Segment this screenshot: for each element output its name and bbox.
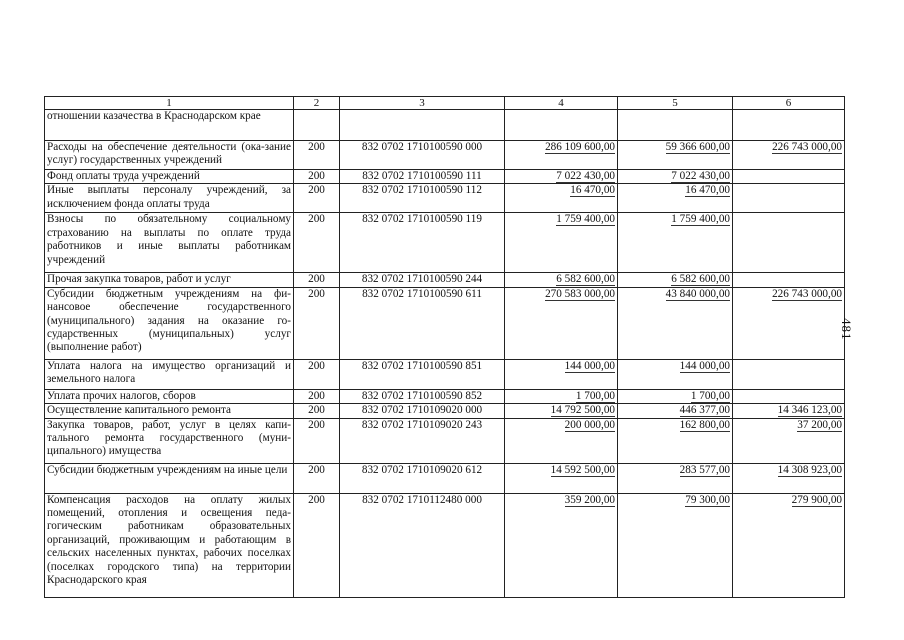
row-name: Фонд оплаты труда учреждений (45, 170, 294, 184)
row-code: 200 (294, 213, 340, 273)
row-value-4: 16 470,00 (505, 184, 618, 213)
row-code: 200 (294, 463, 340, 493)
row-name: Уплата прочих налогов, сборов (45, 389, 294, 403)
row-name: Иные выплаты персоналу учреждений, за исключением фонда оплаты труда (45, 184, 294, 213)
row-value-5: 59 366 600,00 (618, 141, 733, 170)
row-value-4: 200 000,00 (505, 418, 618, 463)
table-row (45, 141, 845, 170)
table-row (45, 287, 845, 359)
row-value-4 (505, 110, 618, 141)
row-code: 200 (294, 141, 340, 170)
table-row (45, 493, 845, 597)
row-value-5: 283 577,00 (618, 463, 733, 493)
row-value-5: 43 840 000,00 (618, 287, 733, 359)
column-header: 5 (618, 97, 733, 110)
row-kbk: 832 0702 1710109020 000 (340, 404, 505, 418)
row-code: 200 (294, 418, 340, 463)
table-row (45, 389, 845, 403)
budget-table (44, 96, 845, 598)
row-kbk: 832 0702 1710100590 611 (340, 287, 505, 359)
column-header: 4 (505, 97, 618, 110)
row-name: Уплата налога на имущество организаций и земельного налога (45, 359, 294, 389)
table-row (45, 273, 845, 287)
row-value-5: 79 300,00 (618, 493, 733, 597)
row-kbk: 832 0702 1710100590 000 (340, 141, 505, 170)
row-name: Закупка товаров, работ, услуг в целях капи-тального ремонта государственного (муни-ципального) имущества (45, 418, 294, 463)
row-value-5: 7 022 430,00 (618, 170, 733, 184)
row-value-5: 1 759 400,00 (618, 213, 733, 273)
row-kbk: 832 0702 1710100590 851 (340, 359, 505, 389)
row-value-4: 286 109 600,00 (505, 141, 618, 170)
row-value-5: 162 800,00 (618, 418, 733, 463)
table-row (45, 213, 845, 273)
row-name: Расходы на обеспечение деятельности (ока-зание услуг) государственных учреждений (45, 141, 294, 170)
row-value-5: 1 700,00 (618, 389, 733, 403)
table-row (45, 418, 845, 463)
row-value-6: 14 308 923,00 (733, 463, 845, 493)
table-row (45, 359, 845, 389)
row-value-6 (733, 213, 845, 273)
row-value-4: 144 000,00 (505, 359, 618, 389)
row-code: 200 (294, 170, 340, 184)
table-row (45, 184, 845, 213)
row-value-4: 1 759 400,00 (505, 213, 618, 273)
row-value-6 (733, 359, 845, 389)
row-kbk: 832 0702 1710100590 119 (340, 213, 505, 273)
row-value-6 (733, 184, 845, 213)
row-value-6: 37 200,00 (733, 418, 845, 463)
row-kbk: 832 0702 1710100590 852 (340, 389, 505, 403)
row-name: Компенсация расходов на оплату жилых помещений, отопления и освещения педа-гогическим работникам образовательных организаций, проживающим и работающим в сельских населенных пунктах, рабочих поселках (поселках городского типа) на территории Краснодарского края (45, 493, 294, 597)
row-code: 200 (294, 273, 340, 287)
row-value-6: 279 900,00 (733, 493, 845, 597)
row-kbk: 832 0702 1710109020 243 (340, 418, 505, 463)
row-kbk: 832 0702 1710100590 111 (340, 170, 505, 184)
row-value-6 (733, 389, 845, 403)
row-value-6: 226 743 000,00 (733, 287, 845, 359)
column-number-row (45, 97, 845, 110)
row-name: Субсидии бюджетным учреждениям на иные цели (45, 463, 294, 493)
row-kbk: 832 0702 1710100590 112 (340, 184, 505, 213)
row-value-5: 144 000,00 (618, 359, 733, 389)
row-value-4: 1 700,00 (505, 389, 618, 403)
table-row (45, 110, 845, 141)
row-kbk (340, 110, 505, 141)
row-code: 200 (294, 389, 340, 403)
column-header: 3 (340, 97, 505, 110)
row-code: 200 (294, 404, 340, 418)
column-header: 2 (294, 97, 340, 110)
row-value-4: 7 022 430,00 (505, 170, 618, 184)
row-kbk: 832 0702 1710112480 000 (340, 493, 505, 597)
row-code (294, 110, 340, 141)
row-name: Взносы по обязательному социальному страхованию на выплаты по оплате труда работников и иные выплаты работникам учреждений (45, 213, 294, 273)
row-value-6 (733, 170, 845, 184)
row-name: отношении казачества в Краснодарском крае (45, 110, 294, 141)
row-name: Субсидии бюджетным учреждениям на фи-нансовое обеспечение государственного (муниципального) задания на оказание го-сударственных (муниципальных) услуг (выполнение работ) (45, 287, 294, 359)
row-kbk: 832 0702 1710109020 612 (340, 463, 505, 493)
row-value-6 (733, 273, 845, 287)
column-header: 1 (45, 97, 294, 110)
row-kbk: 832 0702 1710100590 244 (340, 273, 505, 287)
row-code: 200 (294, 287, 340, 359)
row-name: Осуществление капитального ремонта (45, 404, 294, 418)
row-value-6: 226 743 000,00 (733, 141, 845, 170)
row-code: 200 (294, 184, 340, 213)
row-value-4: 270 583 000,00 (505, 287, 618, 359)
row-value-6: 14 346 123,00 (733, 404, 845, 418)
row-value-5: 16 470,00 (618, 184, 733, 213)
row-value-5 (618, 110, 733, 141)
row-value-4: 14 792 500,00 (505, 404, 618, 418)
row-value-4: 359 200,00 (505, 493, 618, 597)
row-value-5: 6 582 600,00 (618, 273, 733, 287)
row-value-5: 446 377,00 (618, 404, 733, 418)
row-code: 200 (294, 359, 340, 389)
row-value-4: 6 582 600,00 (505, 273, 618, 287)
row-value-6 (733, 110, 845, 141)
column-header: 6 (733, 97, 845, 110)
row-code: 200 (294, 493, 340, 597)
row-value-4: 14 592 500,00 (505, 463, 618, 493)
table-row (45, 170, 845, 184)
page-number: 481 (839, 318, 854, 341)
table-row (45, 463, 845, 493)
table-row (45, 404, 845, 418)
row-name: Прочая закупка товаров, работ и услуг (45, 273, 294, 287)
